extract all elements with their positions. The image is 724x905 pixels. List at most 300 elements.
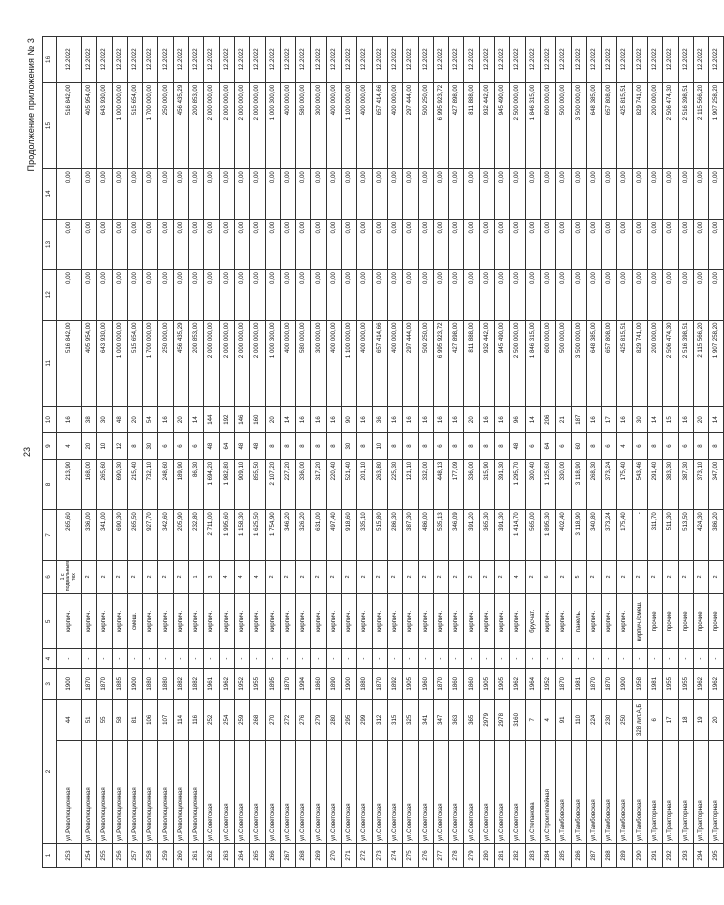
table-cell: кирпич./смеш.: [632, 594, 647, 649]
table-cell: -: [219, 649, 234, 668]
table-cell: 4: [617, 433, 632, 459]
table-row: [219, 37, 234, 868]
table-cell: брусчат.: [525, 594, 540, 649]
table-cell: 325: [403, 699, 418, 740]
table-cell: 0,00: [525, 219, 540, 269]
table-cell: 1870: [82, 668, 97, 699]
table-cell: 328 лит.А,Б: [632, 699, 647, 740]
table-cell: 1 846 315,00: [525, 82, 540, 168]
table-cell: 20: [82, 433, 97, 459]
table-cell: ул.Тамбовская: [556, 740, 571, 843]
table-cell: 6 995 923,72: [433, 82, 448, 168]
table-cell: 1 995,60: [219, 510, 234, 560]
table-cell: 2: [143, 560, 158, 594]
table-cell: 2 500 000,00: [510, 82, 525, 168]
table-cell: 0,00: [678, 169, 693, 219]
table-cell: кирпич.: [112, 594, 127, 649]
table-cell: 106: [143, 699, 158, 740]
table-cell: 1 158,30: [234, 510, 249, 560]
table-cell: 256: [112, 843, 127, 867]
table-cell: 248,60: [158, 459, 173, 509]
table-cell: 96: [510, 406, 525, 432]
table-cell: 347,00: [709, 459, 724, 509]
table-row: [495, 37, 510, 868]
table-cell: 12.2022: [234, 37, 249, 83]
table-cell: 6: [678, 433, 693, 459]
table-cell: 285: [556, 843, 571, 867]
table-cell: 275: [403, 843, 418, 867]
table-cell: 5: [571, 560, 586, 594]
table-cell: 0,00: [387, 219, 402, 269]
table-cell: -: [280, 649, 295, 668]
table-cell: 0,00: [556, 270, 571, 320]
table-cell: 1905: [403, 668, 418, 699]
table-cell: 2: [617, 560, 632, 594]
column-number: 10: [43, 406, 57, 432]
table-cell: 0,00: [265, 270, 280, 320]
table-cell: 400 000,00: [326, 82, 341, 168]
table-cell: 829 741,00: [632, 320, 647, 406]
table-cell: 200 853,00: [189, 82, 204, 168]
table-cell: 4: [57, 433, 82, 459]
table-cell: 10: [372, 433, 387, 459]
table-cell: 500 000,00: [556, 82, 571, 168]
table-cell: 0,00: [693, 169, 708, 219]
table-cell: 284: [540, 843, 555, 867]
table-cell: ул.Революционная: [112, 740, 127, 843]
table-cell: 16: [357, 406, 372, 432]
table-cell: 30: [97, 406, 112, 432]
table-cell: 6: [632, 433, 647, 459]
table-cell: 0,00: [265, 169, 280, 219]
table-cell: 8: [449, 433, 464, 459]
table-cell: 6: [556, 433, 571, 459]
table-cell: 0,00: [158, 219, 173, 269]
table-cell: 12.2022: [556, 37, 571, 83]
table-cell: 0,00: [189, 169, 204, 219]
table-cell: 8: [495, 433, 510, 459]
table-cell: 1955: [663, 668, 678, 699]
table-cell: -: [617, 649, 632, 668]
table-cell: -: [525, 649, 540, 668]
table-cell: кирпич.: [204, 594, 219, 649]
table-cell: 0,00: [82, 169, 97, 219]
table-cell: -: [311, 649, 326, 668]
table-cell: 365: [464, 699, 479, 740]
table-row: [173, 37, 188, 868]
table-cell: -: [97, 649, 112, 668]
table-cell: 1 700 000,00: [143, 82, 158, 168]
table-cell: 2: [433, 560, 448, 594]
table-cell: 0,00: [464, 219, 479, 269]
table-cell: 391,20: [464, 510, 479, 560]
table-cell: 0,00: [189, 270, 204, 320]
table-cell: 224: [586, 699, 601, 740]
column-number: 9: [43, 433, 57, 459]
table-cell: 0,00: [127, 219, 142, 269]
table-cell: 267: [280, 843, 295, 867]
table-cell: 293: [678, 843, 693, 867]
table-cell: 427 898,00: [449, 82, 464, 168]
table-cell: 0,00: [586, 169, 601, 219]
table-cell: 400 000,00: [387, 320, 402, 406]
table-cell: 0,00: [204, 219, 219, 269]
table-cell: ул.Советская: [464, 740, 479, 843]
table-cell: 16: [387, 406, 402, 432]
table-cell: ул.Степанова: [525, 740, 540, 843]
table-cell: 0,00: [433, 270, 448, 320]
table-cell: 272: [280, 699, 295, 740]
table-cell: 12.2022: [250, 37, 265, 83]
table-cell: 1961: [204, 668, 219, 699]
table-cell: 2: [495, 560, 510, 594]
table-cell: 12: [112, 433, 127, 459]
table-cell: 2 107,20: [265, 459, 280, 509]
table-cell: 0,00: [510, 169, 525, 219]
table-row: [433, 37, 448, 868]
table-cell: 250 000,00: [158, 82, 173, 168]
table-cell: ул.Советская: [311, 740, 326, 843]
table-cell: 0,00: [433, 219, 448, 269]
table-cell: 0,00: [403, 219, 418, 269]
table-cell: 600 000,00: [540, 82, 555, 168]
table-cell: 600 000,00: [540, 320, 555, 406]
table-cell: 12.2022: [158, 37, 173, 83]
table-cell: -: [57, 649, 82, 668]
table-cell: 0,00: [510, 219, 525, 269]
table-cell: -: [571, 649, 586, 668]
table-cell: 336,00: [82, 510, 97, 560]
data-table: [42, 36, 724, 868]
table-cell: 44: [57, 699, 82, 740]
table-cell: 200 000,00: [647, 82, 662, 168]
table-cell: 2: [709, 560, 724, 594]
table-cell: 0,00: [296, 270, 311, 320]
table-cell: 38: [82, 406, 97, 432]
table-cell: кирпич.: [617, 594, 632, 649]
table-cell: 424,30: [693, 510, 708, 560]
table-cell: 0,00: [97, 169, 112, 219]
table-cell: 8: [647, 433, 662, 459]
table-cell: кирпич.: [250, 594, 265, 649]
table-cell: 0,00: [97, 270, 112, 320]
table-cell: 232,80: [189, 510, 204, 560]
table-cell: 12.2022: [479, 37, 494, 83]
table-cell: 0,00: [311, 169, 326, 219]
table-row: [617, 37, 632, 868]
table-cell: 1981: [647, 668, 662, 699]
table-cell: 0,00: [219, 219, 234, 269]
table-cell: 0,00: [678, 219, 693, 269]
column-number: 8: [43, 459, 57, 509]
table-cell: 12.2022: [464, 37, 479, 83]
table-cell: 0,00: [709, 270, 724, 320]
table-cell: -: [112, 649, 127, 668]
table-cell: 54: [143, 406, 158, 432]
table-cell: 64: [219, 433, 234, 459]
table-cell: 48: [204, 433, 219, 459]
table-cell: 1955: [250, 668, 265, 699]
table-cell: 30: [632, 406, 647, 432]
table-cell: -: [403, 649, 418, 668]
table-cell: -: [632, 649, 647, 668]
column-number: 3: [43, 668, 57, 699]
table-cell: кирпич.: [57, 594, 82, 649]
table-cell: 2 000 000,00: [250, 82, 265, 168]
table-cell: 0,00: [663, 270, 678, 320]
table-cell: 486,00: [418, 510, 433, 560]
table-cell: 1870: [556, 668, 571, 699]
table-cell: 0,00: [693, 219, 708, 269]
table-cell: 1952: [234, 668, 249, 699]
table-cell: 1870: [97, 668, 112, 699]
table-cell: 263: [219, 843, 234, 867]
table-row: [709, 37, 724, 868]
table-cell: 19: [693, 699, 708, 740]
table-cell: 15: [663, 406, 678, 432]
table-cell: ул.Советская: [234, 740, 249, 843]
table-cell: 160: [250, 406, 265, 432]
table-cell: 289: [617, 843, 632, 867]
table-row: [250, 37, 265, 868]
table-cell: 6: [433, 433, 448, 459]
table-cell: 1994: [296, 668, 311, 699]
table-cell: 292: [663, 843, 678, 867]
table-cell: 8: [127, 433, 142, 459]
table-cell: 2: [464, 560, 479, 594]
table-cell: 0,00: [709, 219, 724, 269]
table-cell: 0,00: [311, 219, 326, 269]
table-cell: 281: [495, 843, 510, 867]
table-row: [647, 37, 662, 868]
table-cell: 1 000 300,00: [265, 82, 280, 168]
table-cell: 363: [449, 699, 464, 740]
table-cell: 201,10: [357, 459, 372, 509]
table-cell: 1860: [311, 668, 326, 699]
table-cell: 300 000,00: [311, 320, 326, 406]
table-cell: смеш.: [127, 594, 142, 649]
table-cell: 295: [709, 843, 724, 867]
table-cell: 2 000 000,00: [219, 320, 234, 406]
table-cell: 48: [250, 433, 265, 459]
table-cell: -: [602, 649, 617, 668]
table-cell: 6: [602, 433, 617, 459]
table-cell: 2: [82, 560, 97, 594]
table-cell: 12.2022: [82, 37, 97, 83]
table-cell: 258: [143, 843, 158, 867]
table-row: [82, 37, 97, 868]
table-cell: 2: [525, 560, 540, 594]
table-cell: ул.Советская: [510, 740, 525, 843]
table-cell: 3 118,90: [571, 459, 586, 509]
table-cell: 12.2022: [586, 37, 601, 83]
column-number: 1: [43, 843, 57, 867]
table-cell: 3160: [510, 699, 525, 740]
table-cell: 12.2022: [57, 37, 82, 83]
table-cell: 4: [250, 560, 265, 594]
table-row: [280, 37, 295, 868]
table-cell: 511,30: [663, 510, 678, 560]
table-cell: 189,90: [173, 459, 188, 509]
table-cell: 1962: [510, 668, 525, 699]
table-cell: 811 888,00: [464, 320, 479, 406]
table-cell: -: [82, 649, 97, 668]
table-cell: 829 741,00: [632, 82, 647, 168]
table-cell: 657 808,00: [602, 320, 617, 406]
table-cell: кирпич.: [143, 594, 158, 649]
table-cell: 0,00: [510, 270, 525, 320]
table-cell: 0,00: [127, 169, 142, 219]
table-cell: 1870: [433, 668, 448, 699]
table-cell: кирпич.: [556, 594, 571, 649]
table-cell: 456 435,29: [173, 320, 188, 406]
table-cell: ул.Революционная: [97, 740, 112, 843]
table-cell: 2 000 000,00: [204, 82, 219, 168]
table-cell: 0,00: [158, 169, 173, 219]
table-cell: 1 125,60: [540, 459, 555, 509]
table-cell: ул.Тамбовская: [602, 740, 617, 843]
table-cell: 16: [449, 406, 464, 432]
table-cell: 16: [433, 406, 448, 432]
table-cell: 265: [250, 843, 265, 867]
table-cell: 10: [97, 433, 112, 459]
table-cell: -: [449, 649, 464, 668]
table-row: [693, 37, 708, 868]
column-number: 4: [43, 649, 57, 668]
table-cell: 657 414,66: [372, 320, 387, 406]
table-cell: -: [173, 649, 188, 668]
table-cell: ул.Советская: [204, 740, 219, 843]
table-cell: 945 490,00: [495, 82, 510, 168]
table-cell: кирпич.: [158, 594, 173, 649]
table-cell: 255: [97, 843, 112, 867]
table-cell: 2 115 566,20: [693, 320, 708, 406]
table-cell: 0,00: [464, 270, 479, 320]
table-cell: 515 654,00: [127, 320, 142, 406]
table-cell: 268: [250, 699, 265, 740]
table-cell: 336,00: [296, 459, 311, 509]
table-cell: 657 414,66: [372, 82, 387, 168]
table-cell: -: [678, 649, 693, 668]
table-cell: 300,40: [525, 459, 540, 509]
table-cell: 60: [571, 433, 586, 459]
table-cell: 2 506 474,30: [663, 82, 678, 168]
table-cell: -: [418, 649, 433, 668]
table-cell: кирпич.: [357, 594, 372, 649]
table-cell: 16: [617, 406, 632, 432]
table-cell: 1960: [418, 668, 433, 699]
table-cell: 1880: [158, 668, 173, 699]
table-cell: 18: [678, 699, 693, 740]
table-cell: 2: [586, 560, 601, 594]
table-cell: 12.2022: [296, 37, 311, 83]
table-cell: ул.Советская: [219, 740, 234, 843]
table-cell: 12.2022: [510, 37, 525, 83]
table-cell: 20: [464, 406, 479, 432]
table-cell: 0,00: [342, 169, 357, 219]
table-cell: 1962: [693, 668, 708, 699]
table-cell: 2 115 566,20: [693, 82, 708, 168]
table-cell: 8: [387, 433, 402, 459]
table-cell: 1892: [387, 668, 402, 699]
table-cell: 0,00: [250, 169, 265, 219]
table-cell: 0,00: [234, 270, 249, 320]
table-cell: 259: [234, 699, 249, 740]
table-cell: ул.Тамбовская: [617, 740, 632, 843]
table-cell: 14: [280, 406, 295, 432]
table-cell: 8: [357, 433, 372, 459]
table-cell: 2: [372, 560, 387, 594]
table-cell: 365,30: [479, 510, 494, 560]
table-cell: 0,00: [632, 219, 647, 269]
table-cell: 265,50: [127, 510, 142, 560]
table-cell: 291,40: [647, 459, 662, 509]
table-cell: ул.Советская: [357, 740, 372, 843]
table-cell: 0,00: [540, 270, 555, 320]
table-cell: кирпич.: [280, 594, 295, 649]
table-cell: 259: [158, 843, 173, 867]
table-row: [311, 37, 326, 868]
table-cell: 48: [234, 433, 249, 459]
table-cell: 3: [204, 560, 219, 594]
table-cell: 12.2022: [326, 37, 341, 83]
table-cell: 48: [112, 406, 127, 432]
table-cell: ул.Советская: [433, 740, 448, 843]
table-cell: 266: [265, 843, 280, 867]
table-cell: 400 000,00: [280, 320, 295, 406]
table-cell: 387,30: [678, 459, 693, 509]
table-row: [342, 37, 357, 868]
table-cell: 427 898,00: [449, 320, 464, 406]
table-cell: 297 444,00: [403, 320, 418, 406]
table-cell: 175,40: [617, 459, 632, 509]
table-cell: 0,00: [97, 219, 112, 269]
table-cell: 290: [632, 843, 647, 867]
table-cell: 340,80: [586, 510, 601, 560]
table-cell: 58: [112, 699, 127, 740]
table-row: [510, 37, 525, 868]
table-cell: 114: [173, 699, 188, 740]
table-cell: 2: [449, 560, 464, 594]
table-cell: 8: [586, 433, 601, 459]
table-cell: 279: [464, 843, 479, 867]
table-cell: 12.2022: [571, 37, 586, 83]
table-cell: 4: [234, 560, 249, 594]
table-cell: панель.: [571, 594, 586, 649]
table-cell: 315: [387, 699, 402, 740]
table-cell: 0,00: [495, 270, 510, 320]
table-cell: 1952: [540, 668, 555, 699]
table-cell: 2: [602, 560, 617, 594]
table-cell: 0,00: [403, 270, 418, 320]
table-row: [663, 37, 678, 868]
table-cell: 0,00: [387, 169, 402, 219]
table-cell: 272: [357, 843, 372, 867]
table-cell: 268,30: [586, 459, 601, 509]
table-cell: 2 000 000,00: [250, 320, 265, 406]
table-cell: 1905: [495, 668, 510, 699]
table-cell: ул.Тракторная: [709, 740, 724, 843]
table-cell: 0,00: [265, 219, 280, 269]
table-cell: ул.Советская: [265, 740, 280, 843]
table-cell: 1870: [602, 668, 617, 699]
table-cell: 20: [693, 406, 708, 432]
table-cell: 0,00: [173, 219, 188, 269]
table-cell: 0,00: [280, 270, 295, 320]
table-cell: 690,30: [112, 459, 127, 509]
table-cell: 0,00: [82, 270, 97, 320]
table-cell: 2: [479, 560, 494, 594]
